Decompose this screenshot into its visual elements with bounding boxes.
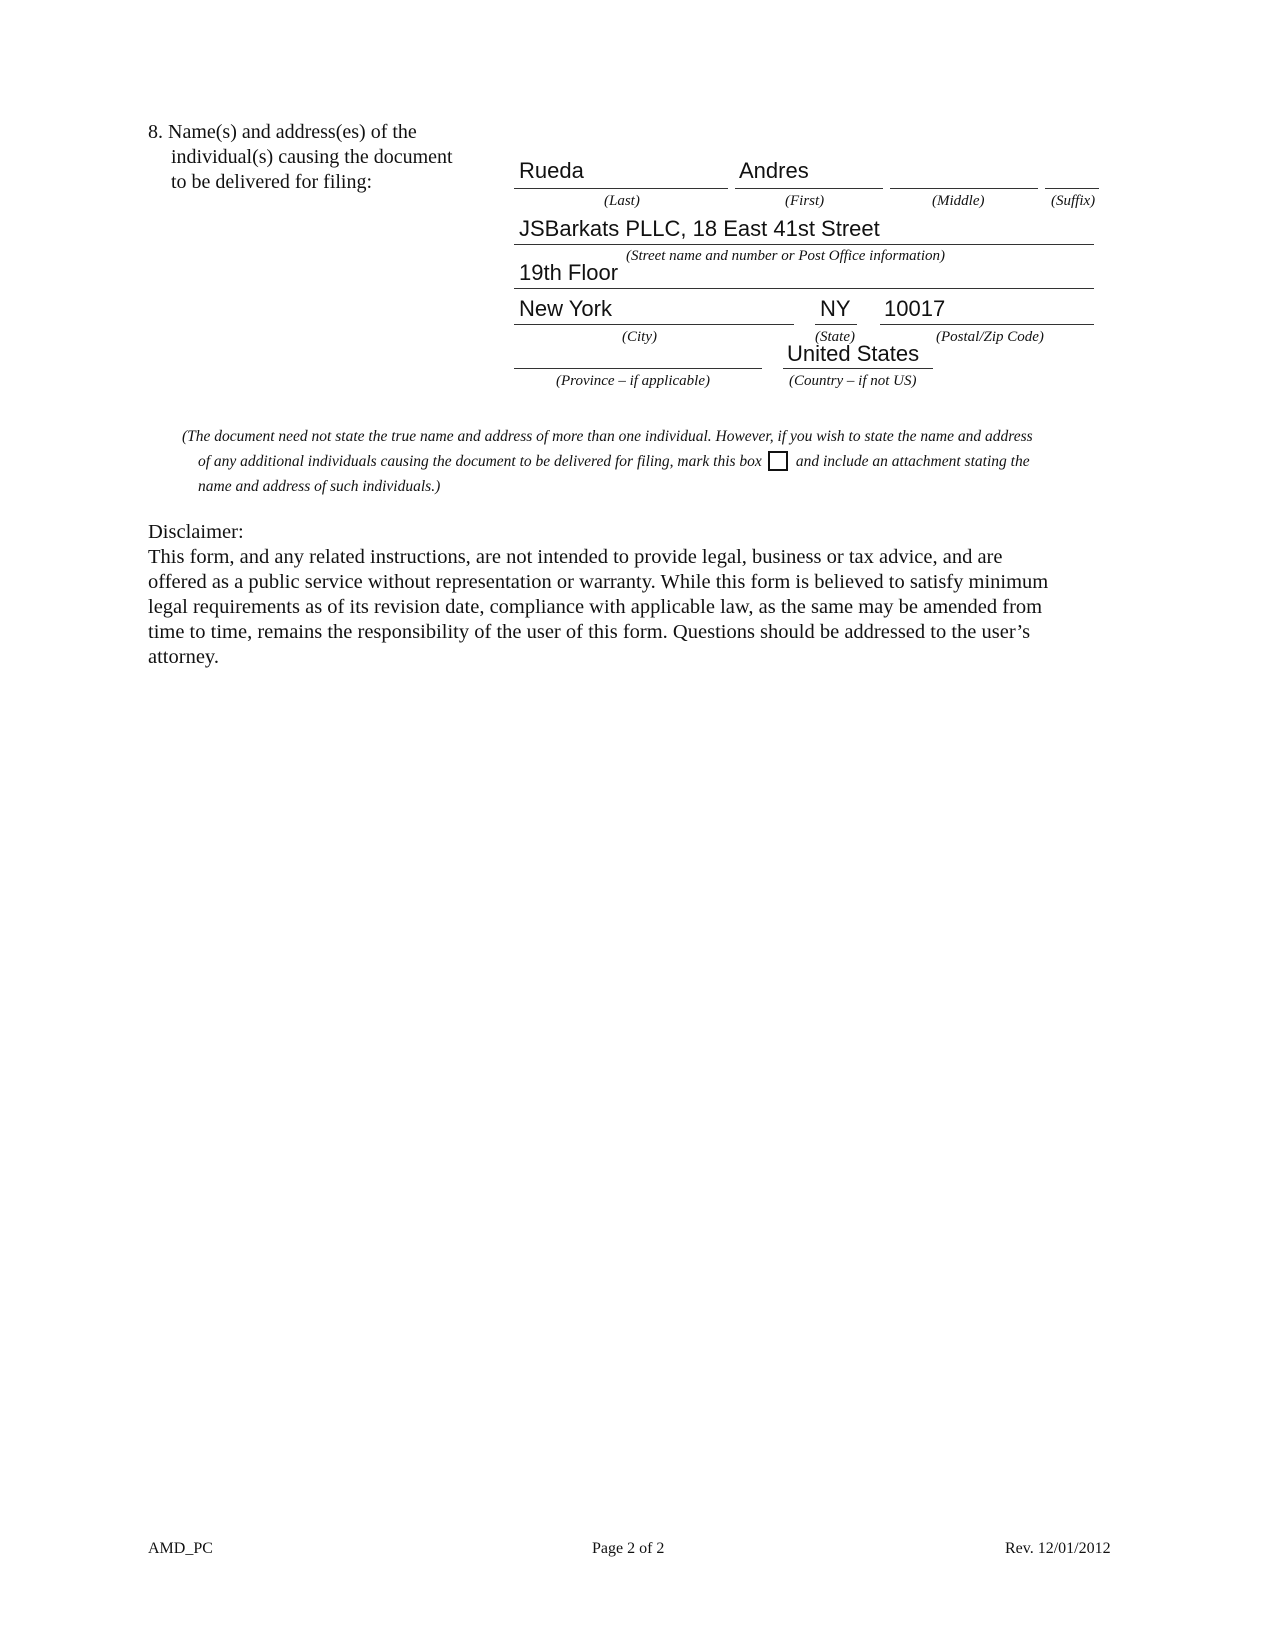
state-field[interactable]: NY bbox=[820, 296, 851, 321]
note-line-2b: and include an attachment stating the bbox=[795, 453, 1030, 470]
disclaimer-heading: Disclaimer: bbox=[148, 521, 244, 543]
state-caption: (State) bbox=[815, 329, 855, 345]
disclaimer-line: time to time, remains the responsibility of the user of this form. Questions should be addressed to the user’s bbox=[148, 621, 1031, 643]
street-line-2-rule bbox=[514, 288, 1094, 289]
city-rule bbox=[514, 324, 794, 325]
suffix-rule bbox=[1045, 188, 1099, 189]
middle-name-caption: (Middle) bbox=[932, 193, 985, 209]
street-line-1-field[interactable]: JSBarkats PLLC, 18 East 41st Street bbox=[519, 216, 880, 241]
first-name-caption: (First) bbox=[785, 193, 825, 209]
suffix-caption: (Suffix) bbox=[1051, 193, 1096, 209]
footer-revision: Rev. 12/01/2012 bbox=[1005, 1540, 1111, 1557]
zip-field[interactable]: 10017 bbox=[884, 296, 946, 321]
additional-individuals-note bbox=[182, 424, 1122, 499]
footer-form-id: AMD_PC bbox=[148, 1540, 213, 1557]
item-8-line-2: individual(s) causing the document bbox=[171, 146, 453, 168]
street-line-2-field[interactable]: 19th Floor bbox=[519, 260, 619, 285]
last-name-caption: (Last) bbox=[604, 193, 640, 209]
last-name-rule bbox=[514, 188, 728, 189]
street-caption: (Street name and number or Post Office information) bbox=[626, 248, 945, 264]
country-rule bbox=[783, 368, 933, 369]
disclaimer bbox=[148, 520, 1128, 670]
item-8-line-1: 8. Name(s) and address(es) of the bbox=[148, 121, 417, 143]
item-8-line-3: to be delivered for filing: bbox=[171, 171, 373, 193]
item-8-label bbox=[148, 120, 453, 195]
city-field[interactable]: New York bbox=[519, 296, 612, 321]
middle-name-rule bbox=[890, 188, 1038, 189]
street-line-1-rule bbox=[514, 244, 1094, 245]
first-name-field[interactable]: Andres bbox=[739, 158, 809, 183]
note-line-2a: of any additional individuals causing the document to be delivered for filing, mark this box bbox=[198, 453, 762, 470]
first-name-rule bbox=[735, 188, 883, 189]
disclaimer-line: legal requirements as of its revision date, compliance with applicable law, as the same may be amended from bbox=[148, 596, 1043, 618]
country-field[interactable]: United States bbox=[787, 341, 920, 366]
city-caption: (City) bbox=[622, 329, 657, 345]
zip-rule bbox=[880, 324, 1094, 325]
state-rule bbox=[815, 324, 857, 325]
disclaimer-line: attorney. bbox=[148, 646, 219, 668]
note-line-3: name and address of such individuals.) bbox=[198, 478, 441, 495]
note-line-2 bbox=[182, 449, 1122, 474]
province-caption: (Province – if applicable) bbox=[556, 373, 710, 389]
province-rule bbox=[514, 368, 762, 369]
disclaimer-line: offered as a public service without representation or warranty. While this form is believed to satisfy minimum bbox=[148, 571, 1049, 593]
disclaimer-line: This form, and any related instructions, are not intended to provide legal, business or tax advice, and are bbox=[148, 546, 1003, 568]
footer-page-number: Page 2 of 2 bbox=[592, 1540, 665, 1557]
additional-individuals-checkbox[interactable] bbox=[768, 451, 788, 471]
country-caption: (Country – if not US) bbox=[789, 373, 917, 389]
last-name-field[interactable]: Rueda bbox=[519, 158, 584, 183]
note-line-1: (The document need not state the true name and address of more than one individual. However, if you wish to state the name and address bbox=[182, 428, 1033, 445]
zip-caption: (Postal/Zip Code) bbox=[936, 329, 1044, 345]
